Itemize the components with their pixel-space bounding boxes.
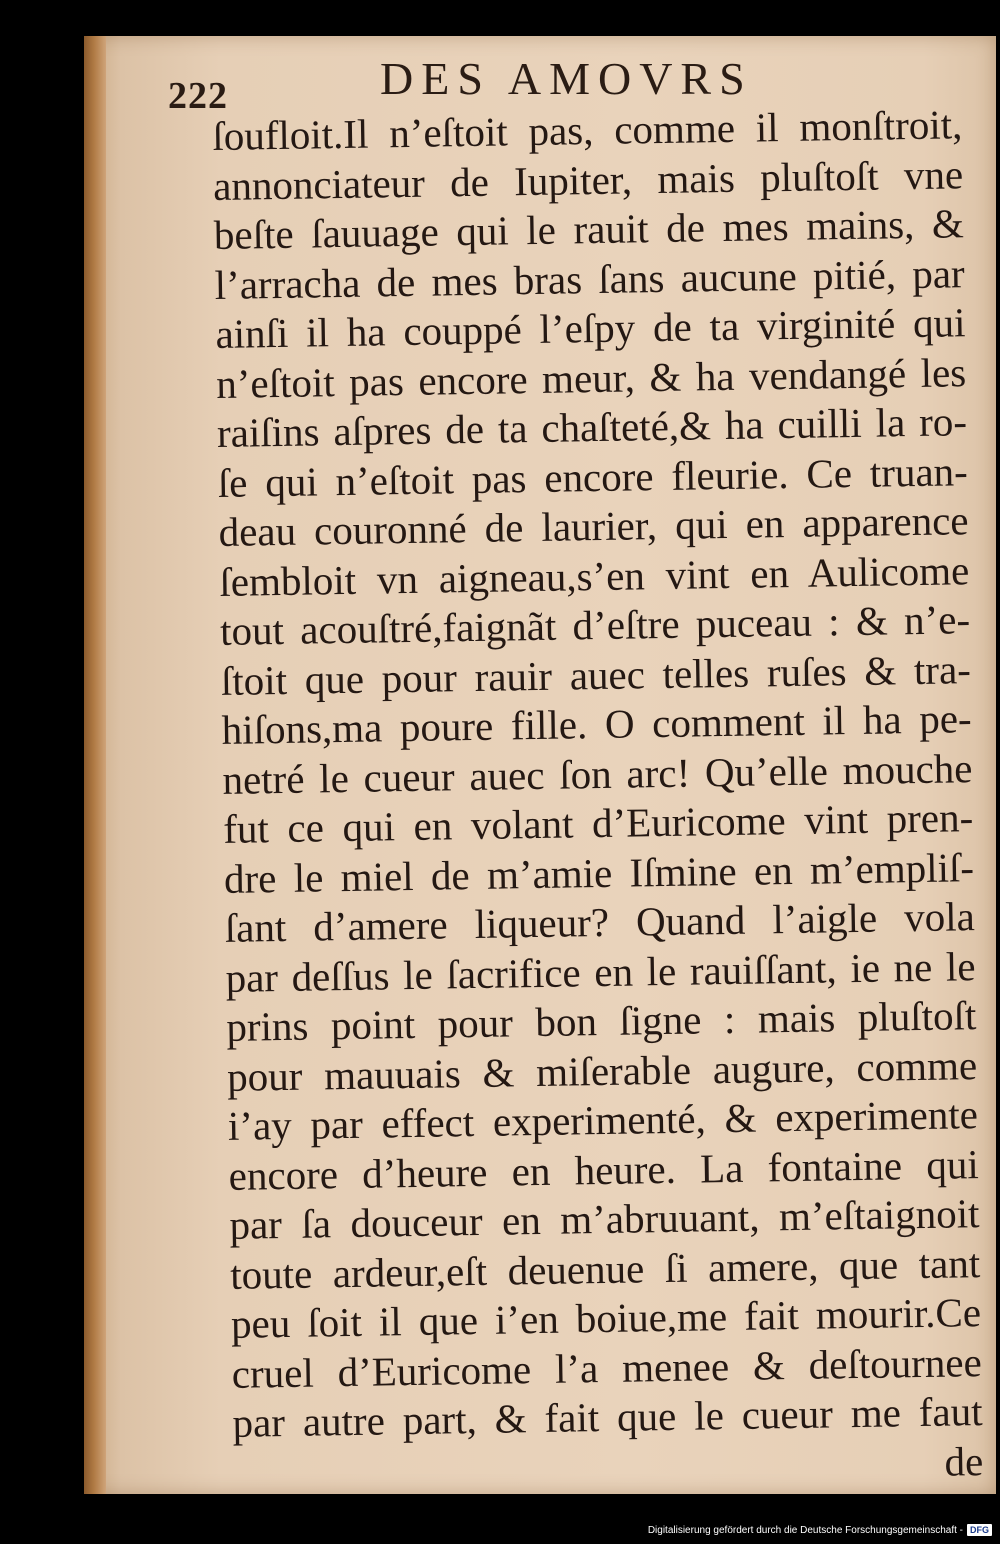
text-line: pour mauuais & miſerable augure, comme xyxy=(226,1041,978,1100)
text-line: ſe qui n’eſtoit pas encore fleurie. Ce truan- xyxy=(217,447,969,506)
text-line: ainſi il ha couppé l’eſpy de ta virginité qui xyxy=(215,299,966,357)
text-line: dre le miel de m’amie Iſmine en m’empliſ- xyxy=(223,843,975,902)
text-line: deau couronné de laurier, qui en apparence xyxy=(218,497,969,555)
text-line: hiſons,ma poure fille. O comment il ha pe- xyxy=(221,695,972,753)
text-line: l’arracha de mes bras ſans aucune pitié, par xyxy=(214,249,965,308)
text-line: fut ce qui en volant d’Euricome vint pren- xyxy=(222,794,974,852)
page-number: 222 xyxy=(168,75,228,117)
text-line: par ſa douceur en m’abruuant, m’eſtaignoit xyxy=(229,1190,980,1248)
running-head: DES AMOVRS xyxy=(380,53,753,104)
text-line: cruel d’Euricome l’a menee & deſtournee xyxy=(231,1338,983,1397)
text-line: ſtoit que pour rauir auec telles ruſes & tra- xyxy=(220,645,972,704)
dfg-logo: DFG xyxy=(967,1524,992,1536)
text-line: tout acouſtré,faignãt d’eſtre puceau : & n’e- xyxy=(219,596,971,654)
text-line: encore d’heure en heure. La fontaine qui xyxy=(228,1140,979,1199)
text-line: ſoufloit.Il n’eſtoit pas, comme il monſtroit, xyxy=(212,101,963,159)
text-line: toute ardeur,eſt deuenue ſi amere, que tant xyxy=(229,1239,981,1298)
text-line: n’eſtoit pas encore meur, & ha vendangé les xyxy=(215,348,967,407)
text-line: par deſſus le ſacrifice en le rauiſſant, ie ne le xyxy=(225,942,976,1001)
catchword: de xyxy=(944,1437,984,1485)
text-line: beſte ſauuage qui le rauit de mes mains, & xyxy=(213,200,965,258)
text-line: par autre part, & fait que le cueur me faut xyxy=(232,1388,983,1446)
page-gutter xyxy=(84,36,106,1494)
body-text xyxy=(212,100,984,1498)
text-line: annonciateur de Iupiter, mais pluſtoſt vne xyxy=(212,150,964,209)
digitization-footer xyxy=(648,1522,992,1538)
text-line: netré le cueur auec ſon arc! Qu’elle mouche xyxy=(222,744,973,803)
text-line: prins point pour bon ſigne : mais pluſtoſt xyxy=(226,992,977,1050)
footer-credit: Digitalisierung gefördert durch die Deutsche Forschungsgemeinschaft - xyxy=(647,1524,963,1536)
text-line: peu ſoit il que i’en boiue,me fait mourir.Ce xyxy=(230,1289,982,1347)
text-line: raiſins aſpres de ta chaſteté,& ha cuilli la ro- xyxy=(216,398,968,456)
text-line: i’ay par effect experimenté, & experimente xyxy=(227,1091,979,1149)
text-line: ſembloit vn aigneau,s’en vint en Aulicome xyxy=(219,546,970,605)
text-line: ſant d’amere liqueur? Quand l’aigle vola xyxy=(224,893,976,951)
